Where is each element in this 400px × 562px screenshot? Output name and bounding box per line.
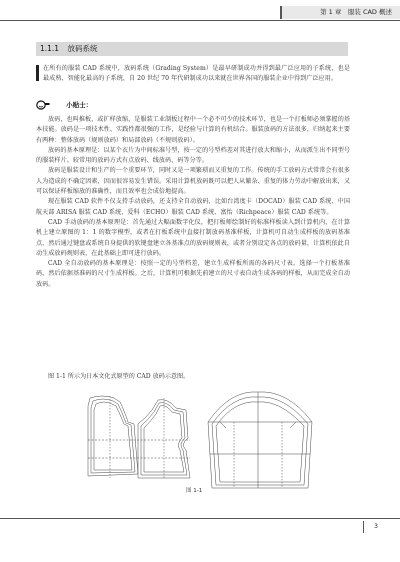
body-text bbox=[36, 115, 350, 290]
paragraph-marker bbox=[36, 65, 39, 81]
footer-rule bbox=[0, 518, 400, 519]
running-head: 第 1 章 服装 CAD 概述 bbox=[280, 6, 400, 19]
intro-paragraph-text: 在所有的服装 CAD 系统中，放码系统（Grading System）是最早研制成功并得到最广泛应用的子系统，也是最成熟、智能化最高的子系统，自 20 世纪 70 年代研制成功以来就在世界各国的服装企业中得到广泛应用。 bbox=[43, 65, 350, 83]
figure-reference: 图 1-1 所示为日本文化式原型的 CAD 放码示意图。 bbox=[48, 373, 190, 380]
intro-paragraph bbox=[36, 64, 350, 85]
header-rule bbox=[0, 20, 400, 21]
figure-label: 图 1-1 bbox=[186, 488, 203, 494]
paragraph: CAD 全自动放码的基本原理是：按照一定的号型档差，建立生成样板所需的各码尺寸表，选择一个打板基准码，然后依据基准码的尺寸生成样板。之后，计算机可根据先前建立的尺寸表自动生成各码的样板，从而完成全自动放码。 bbox=[36, 260, 350, 288]
tip-heading bbox=[36, 99, 92, 111]
sleeve-pattern-right bbox=[208, 392, 312, 488]
section-title: 放码系统 bbox=[67, 44, 98, 53]
paragraph: 放码的基本原理是：以某个衣片为中间标准号型，按一定的号型档差对其进行放大和缩小，从而派生出不同型号的服装样片。较常用的放码方式有点放码、线放码、码等分等。 bbox=[36, 146, 350, 165]
paragraph: 放码，也叫推板，或扩样放缩，是服装工业制板过程中一个必不可少的技术环节，也是一个打板师必须掌握的基本技能。放码是一项技术性、实践性都很强的工作，是经验与计算的有机结合。服装放码的方法很多，归纳起来主要有两种：整体放码（规则放码）和局部放码（不规则放码）。 bbox=[36, 116, 350, 144]
tip-title: 小贴士： bbox=[66, 101, 93, 109]
paragraph: CAD 手动放码的基本原理是：首先通过大幅面数字化仪，把打板师绘制好的标准样板读入到计算机内，在计算机上建立原图的 1：1 的数字模型，或者在打板系统中直接打制放码基准样板，计算机可自动生成样板的放码基准点，然后通过键盘或系统自身提供的软键盘建立各基准点的放码规则表，或者分别设定各点的放码量，计算机依此自动生成放码规则表，在此基础上即可进行放码。 bbox=[36, 218, 350, 257]
bodice-pattern-left bbox=[88, 396, 190, 478]
grading-pattern-figure bbox=[80, 388, 320, 496]
section-heading bbox=[36, 42, 348, 56]
section-number: 1.1.1 bbox=[40, 44, 60, 53]
paragraph: 现在服装 CAD 软件不仅支持手动放码，还支持全自动放码，比如台湾度卡（DOCAD）服装 CAD 系统、中国航天部 ARISA 服装 CAD 系统、爱科（ECHO）服装 CAD 系统、富怡（Richpeace）服装 CAD 系统等。 bbox=[36, 198, 350, 216]
paragraph: 放码是服装设计和生产的一个重要环节，同时又是一项繁琐而又重复的工作。传统的手工放码方式常常会有很多人为造成的不确定因素，因而很容易发生错误。采用计算机放码既可以把人从繁杂、重复的体力劳动中解放出来，又可以保证样板缩放的准确性，而且效率也会成倍地提高。 bbox=[36, 167, 350, 196]
page-number: 3 bbox=[363, 521, 378, 533]
pointing-hand-icon bbox=[36, 100, 50, 110]
